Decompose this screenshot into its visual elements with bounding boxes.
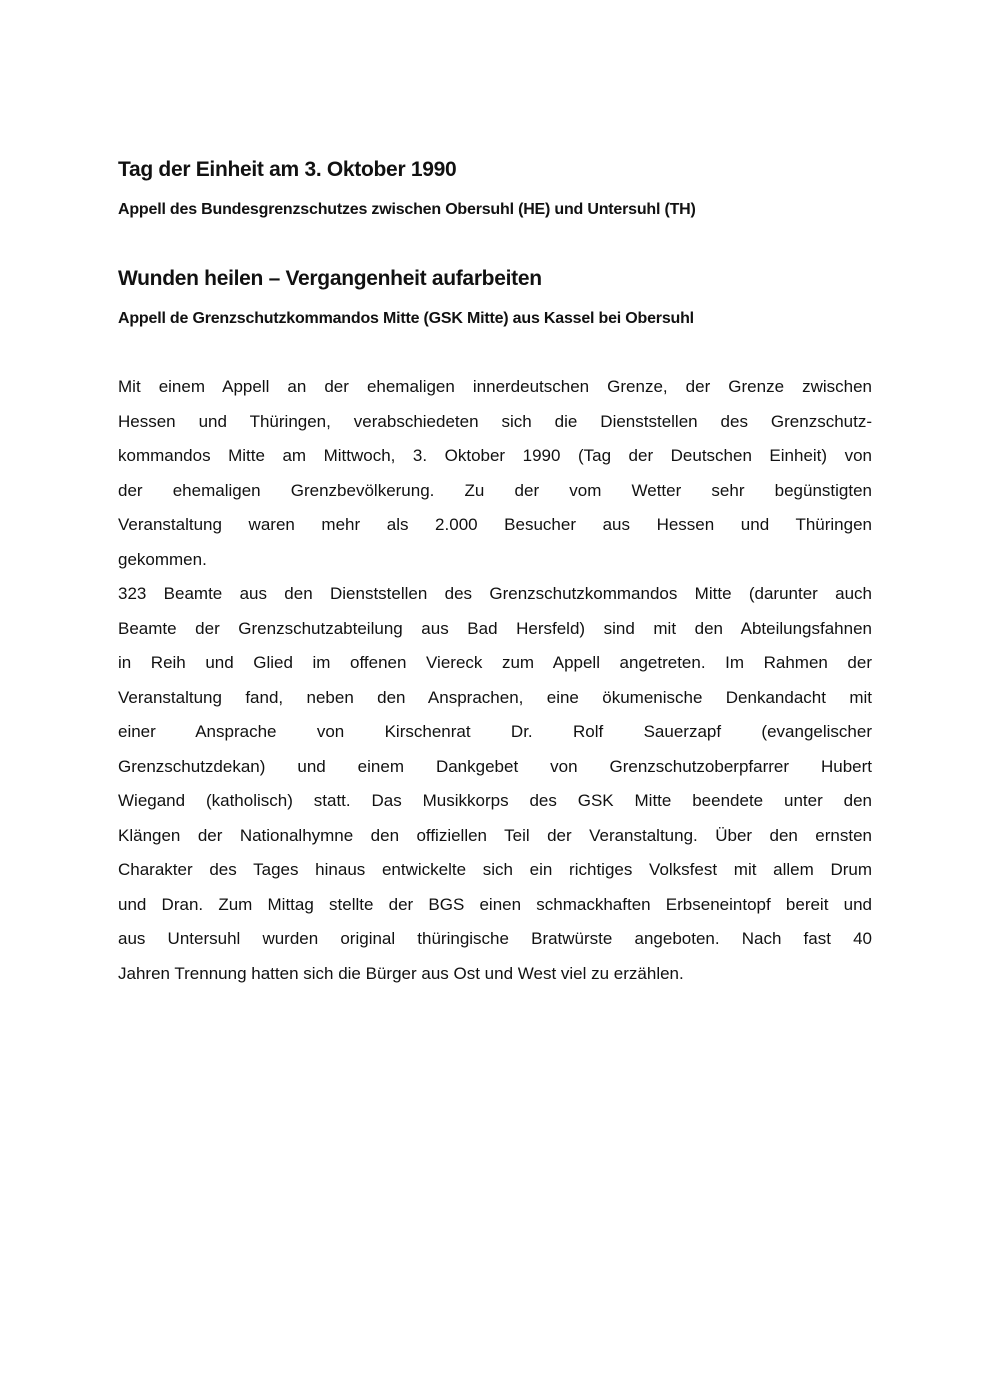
text-line: gekommen. xyxy=(118,549,207,569)
text-line: Klängen der Nationalhymne den offiziellen Teil der Veranstaltung. Über den ernsten xyxy=(118,825,872,845)
article-body xyxy=(118,373,872,994)
text-line: einer Ansprache von Kirschenrat Dr. Rolf Sauerzapf (evangelischer xyxy=(118,722,872,741)
text-line: Veranstaltung waren mehr als 2.000 Besucher aus Hessen und Thüringen xyxy=(118,515,872,534)
paragraph xyxy=(118,373,872,580)
text-line: aus Untersuhl wurden original thüringische Bratwürste angeboten. Nach fast 40 xyxy=(118,929,872,948)
text-line: Charakter des Tages hinaus entwickelte sich ein richtiges Volksfest mit allem Drum xyxy=(118,860,872,879)
text-line: Veranstaltung fand, neben den Ansprachen, eine ökumenische Denkandacht mit xyxy=(118,687,872,707)
text-line: Beamte der Grenzschutzabteilung aus Bad Hersfeld) sind mit den Abteilungsfahnen xyxy=(118,618,872,638)
section-1-title: Tag der Einheit am 3. Oktober 1990 xyxy=(118,158,457,181)
text-line: der ehemaligen Grenzbevölkerung. Zu der vom Wetter sehr begünstigten xyxy=(118,480,872,500)
text-line: Hessen und Thüringen, verabschiedeten sich die Dienststellen des Grenzschutz- xyxy=(118,411,872,431)
section-1-subtitle: Appell des Bundesgrenzschutzes zwischen Obersuhl (HE) und Untersuhl (TH) xyxy=(118,201,696,218)
text-line: und Dran. Zum Mittag stellte der BGS einen schmackhaften Erbseneintopf bereit und xyxy=(118,894,872,914)
text-line: 323 Beamte aus den Dienststellen des Grenzschutzkommandos Mitte (darunter auch xyxy=(118,584,872,603)
text-line: in Reih und Glied im offenen Viereck zum Appell angetreten. Im Rahmen der xyxy=(118,653,872,672)
text-line: Mit einem Appell an der ehemaligen innerdeutschen Grenze, der Grenze zwischen xyxy=(118,377,872,396)
paragraph xyxy=(118,580,872,994)
text-line: Jahren Trennung hatten sich die Bürger aus Ost und West viel zu erzählen. xyxy=(118,963,684,983)
section-2-subtitle: Appell de Grenzschutzkommandos Mitte (GSK Mitte) aus Kassel bei Obersuhl xyxy=(118,310,694,327)
section-2-title: Wunden heilen – Vergangenheit aufarbeiten xyxy=(118,267,542,290)
text-line: Grenzschutzdekan) und einem Dankgebet von Grenzschutzoberpfarrer Hubert xyxy=(118,756,872,776)
text-line: Wiegand (katholisch) statt. Das Musikkorps des GSK Mitte beendete unter den xyxy=(118,791,872,810)
text-line: kommandos Mitte am Mittwoch, 3. Oktober 1990 (Tag der Deutschen Einheit) von xyxy=(118,446,872,465)
